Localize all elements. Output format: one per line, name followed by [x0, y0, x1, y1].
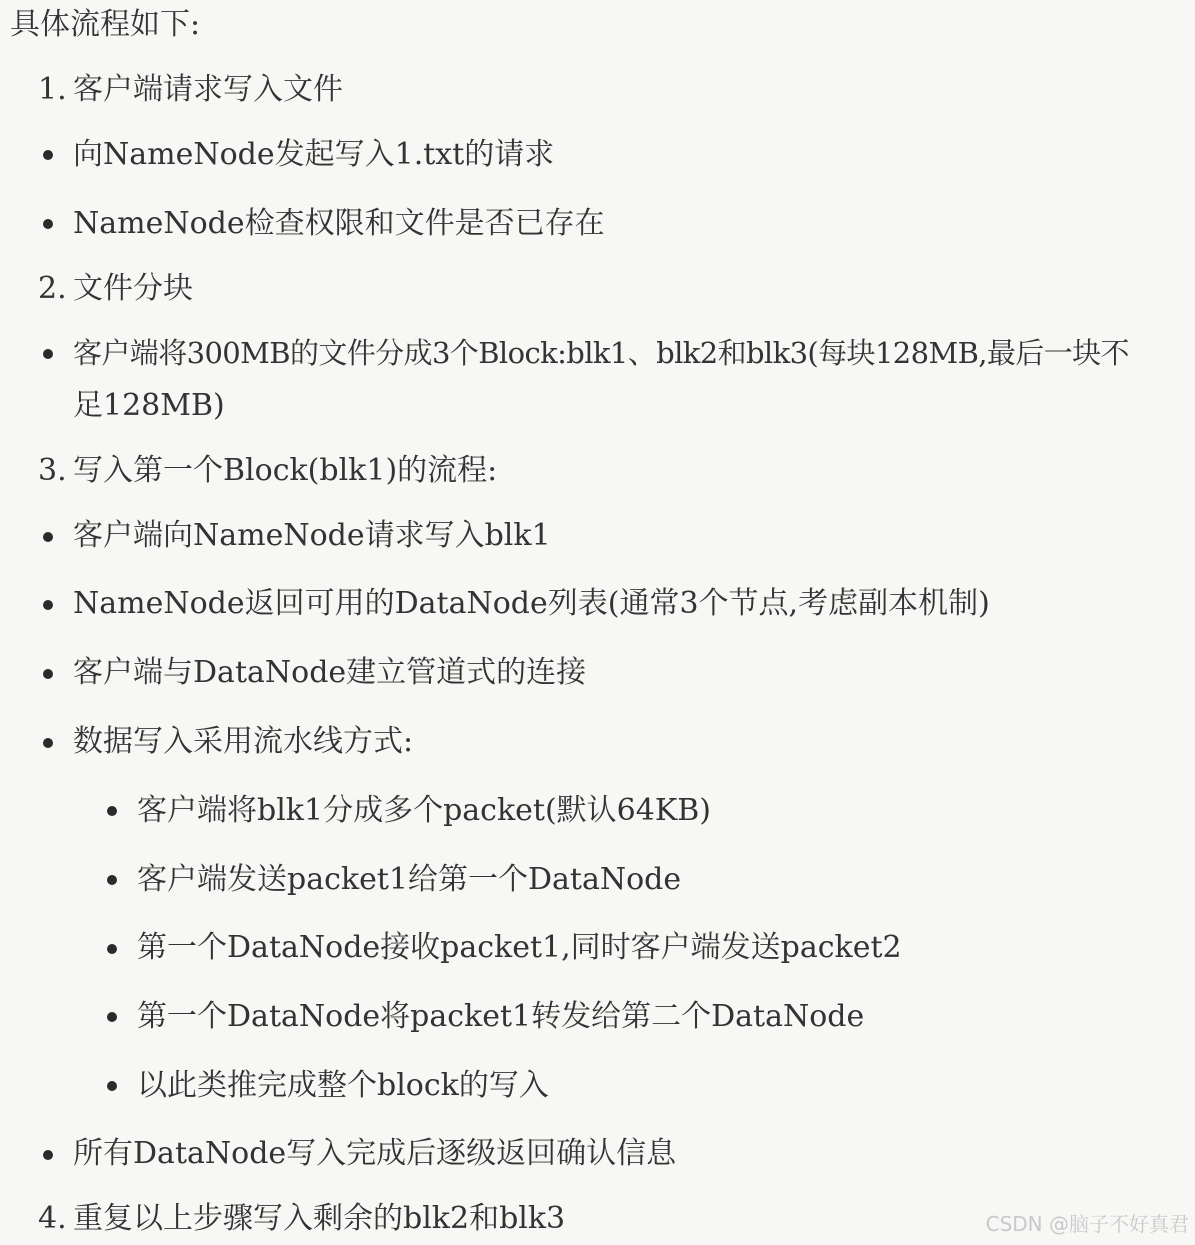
- sub-bullet-dot: [107, 875, 117, 885]
- bullet-dot: [43, 738, 53, 748]
- sub-bullet-dot: [107, 806, 117, 816]
- sub-list-item: 第一个DataNode将packet1转发给第二个DataNode: [137, 999, 865, 1034]
- list-item: 客户端将300MB的文件分成3个Block:blk1、blk2和blk3(每块128MB,最后一块不: [73, 336, 1129, 370]
- sub-bullet-dot: [107, 944, 117, 954]
- bullet-dot: [43, 1150, 53, 1160]
- list-item: NameNode返回可用的DataNode列表(通常3个节点,考虑副本机制): [73, 586, 990, 621]
- sub-list-item: 客户端发送packet1给第一个DataNode: [137, 862, 682, 897]
- sub-bullet-dot: [107, 1012, 117, 1022]
- bullet-dot: [43, 532, 53, 542]
- sub-list-item: 第一个DataNode接收packet1,同时客户端发送packet2: [137, 930, 902, 965]
- step-title: 写入第一个Block(blk1)的流程:: [73, 453, 498, 488]
- list-item-continuation: 足128MB): [73, 388, 225, 423]
- step-number: 4.: [38, 1201, 67, 1236]
- list-item: 数据写入采用流水线方式:: [73, 724, 414, 759]
- sub-list-item: 以此类推完成整个block的写入: [137, 1068, 549, 1103]
- bullet-dot: [43, 219, 53, 229]
- sub-list-item: 客户端将blk1分成多个packet(默认64KB): [137, 793, 711, 828]
- bullet-dot: [43, 150, 53, 160]
- step-title: 重复以上步骤写入剩余的blk2和blk3: [73, 1201, 566, 1236]
- list-item: NameNode检查权限和文件是否已存在: [73, 206, 605, 241]
- step-title: 文件分块: [73, 271, 193, 306]
- bullet-dot: [43, 349, 53, 359]
- step-number: 3.: [38, 453, 67, 488]
- intro-text: 具体流程如下:: [10, 7, 201, 42]
- watermark: CSDN @脑子不好真君: [985, 1212, 1189, 1236]
- bullet-dot: [43, 669, 53, 679]
- step-title: 客户端请求写入文件: [73, 72, 343, 107]
- bullet-dot: [43, 600, 53, 610]
- list-item: 客户端向NameNode请求写入blk1: [73, 518, 551, 553]
- list-item: 客户端与DataNode建立管道式的连接: [73, 655, 587, 690]
- list-item: 所有DataNode写入完成后逐级返回确认信息: [73, 1136, 677, 1171]
- list-item: 向NameNode发起写入1.txt的请求: [73, 137, 555, 172]
- step-number: 1.: [38, 72, 67, 107]
- step-number: 2.: [38, 271, 67, 306]
- sub-bullet-dot: [107, 1081, 117, 1091]
